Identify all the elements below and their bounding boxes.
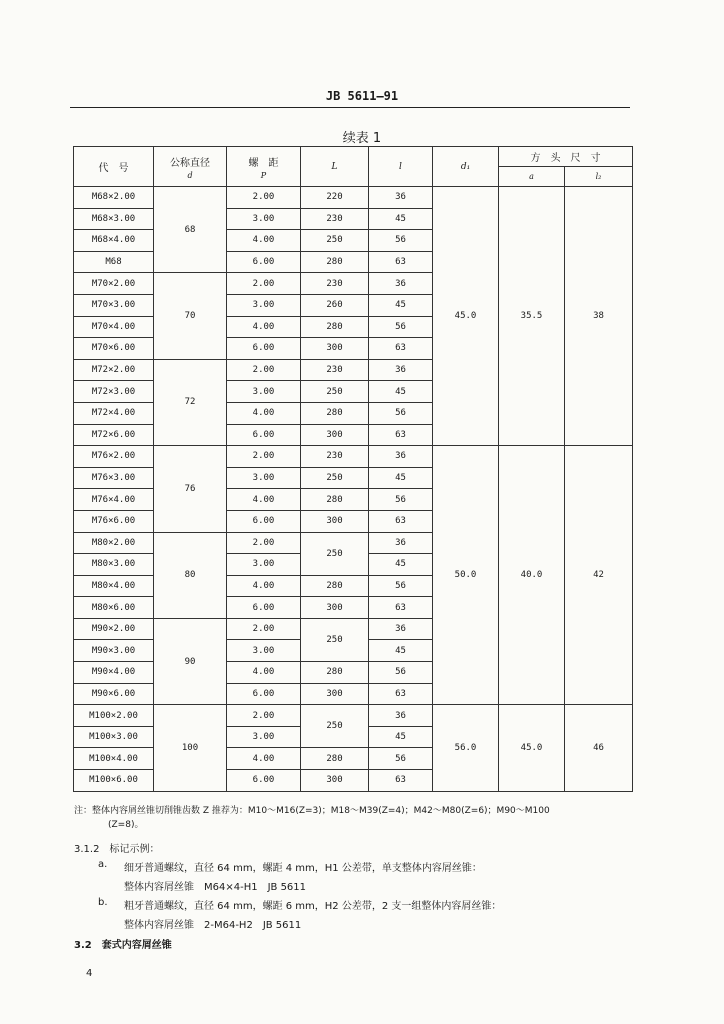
cell-length-L: 250 <box>301 467 369 489</box>
cell-length-l: 45 <box>369 726 433 748</box>
cell-code: M100×2.00 <box>74 705 154 727</box>
cell-nominal-diameter: 100 <box>154 705 227 791</box>
cell-length-l: 56 <box>369 489 433 511</box>
cell-length-l: 45 <box>369 554 433 576</box>
cell-code: M80×3.00 <box>74 554 154 576</box>
document-code-header: JB 5611—91 <box>325 89 399 103</box>
cell-length-l: 36 <box>369 446 433 468</box>
cell-length-L: 230 <box>301 446 369 468</box>
cell-code: M72×6.00 <box>74 424 154 446</box>
cell-length-l: 56 <box>369 316 433 338</box>
cell-d1: 50.0 <box>433 446 499 705</box>
cell-code: M70×3.00 <box>74 294 154 316</box>
cell-pitch: 2.00 <box>227 187 301 209</box>
cell-code: M76×4.00 <box>74 489 154 511</box>
cell-code: M76×3.00 <box>74 467 154 489</box>
cell-pitch: 4.00 <box>227 575 301 597</box>
cell-pitch: 3.00 <box>227 640 301 662</box>
cell-code: M76×2.00 <box>74 446 154 468</box>
header-l2: l₂ <box>565 167 633 187</box>
cell-length-l: 45 <box>369 208 433 230</box>
cell-length-L: 230 <box>301 208 369 230</box>
cell-code: M80×6.00 <box>74 597 154 619</box>
cell-length-L: 260 <box>301 294 369 316</box>
cell-code: M90×3.00 <box>74 640 154 662</box>
cell-length-l: 56 <box>369 230 433 252</box>
table-row <box>74 446 633 468</box>
cell-code: M100×3.00 <box>74 726 154 748</box>
cell-pitch: 6.00 <box>227 683 301 705</box>
cell-code: M80×4.00 <box>74 575 154 597</box>
cell-length-l: 36 <box>369 532 433 554</box>
cell-pitch: 4.00 <box>227 748 301 770</box>
cell-length-L: 280 <box>301 748 369 770</box>
cell-length-l: 45 <box>369 467 433 489</box>
cell-length-L: 300 <box>301 683 369 705</box>
cell-length-l: 45 <box>369 640 433 662</box>
cell-length-l: 56 <box>369 662 433 684</box>
cell-length-L: 250 <box>301 705 369 748</box>
cell-code: M70×6.00 <box>74 338 154 360</box>
cell-code: M90×4.00 <box>74 662 154 684</box>
example-a-mark: 整体内容屑丝锥 M64×4-H1 JB 5611 <box>124 882 307 893</box>
cell-pitch: 6.00 <box>227 251 301 273</box>
cell-pitch: 2.00 <box>227 273 301 295</box>
cell-length-L: 280 <box>301 575 369 597</box>
cell-code: M68×4.00 <box>74 230 154 252</box>
cell-length-L: 250 <box>301 230 369 252</box>
cell-length-L: 280 <box>301 489 369 511</box>
header-square-dimensions: 方 头 尺 寸 <box>499 147 633 167</box>
cell-length-L: 230 <box>301 273 369 295</box>
cell-length-L: 300 <box>301 338 369 360</box>
table-note <box>74 804 644 832</box>
cell-l2: 38 <box>565 187 633 446</box>
cell-nominal-diameter: 68 <box>154 187 227 273</box>
cell-a: 35.5 <box>499 187 565 446</box>
cell-pitch: 3.00 <box>227 381 301 403</box>
cell-pitch: 3.00 <box>227 726 301 748</box>
cell-length-L: 280 <box>301 402 369 424</box>
cell-d1: 56.0 <box>433 705 499 791</box>
cell-pitch: 3.00 <box>227 467 301 489</box>
cell-length-l: 56 <box>369 748 433 770</box>
cell-pitch: 3.00 <box>227 554 301 576</box>
cell-code: M68×2.00 <box>74 187 154 209</box>
cell-d1: 45.0 <box>433 187 499 446</box>
section-3-1-2-title: 3.1.2 标记示例： <box>74 844 160 855</box>
cell-length-l: 45 <box>369 294 433 316</box>
cell-pitch: 2.00 <box>227 618 301 640</box>
cell-code: M70×2.00 <box>74 273 154 295</box>
cell-nominal-diameter: 80 <box>154 532 227 618</box>
header-a: a <box>499 167 565 187</box>
cell-length-l: 63 <box>369 510 433 532</box>
cell-l2: 42 <box>565 446 633 705</box>
note-line-1: 注：整体内容屑丝锥切削锥齿数 Z 推荐为：M10～M16(Z=3)；M18～M39(Z=4)；M42～M80(Z=6)；M90～M100 <box>74 806 550 816</box>
cell-pitch: 6.00 <box>227 510 301 532</box>
cell-code: M68×3.00 <box>74 208 154 230</box>
cell-length-L: 300 <box>301 424 369 446</box>
cell-length-l: 36 <box>369 618 433 640</box>
cell-length-l: 56 <box>369 575 433 597</box>
header-length-l: l <box>369 147 433 187</box>
header-d1: d₁ <box>433 147 499 187</box>
cell-length-l: 63 <box>369 770 433 792</box>
cell-length-L: 250 <box>301 618 369 661</box>
example-b-label: b. <box>98 897 108 908</box>
cell-length-L: 250 <box>301 532 369 575</box>
cell-a: 40.0 <box>499 446 565 705</box>
cell-nominal-diameter: 70 <box>154 273 227 359</box>
cell-length-L: 220 <box>301 187 369 209</box>
cell-length-l: 56 <box>369 402 433 424</box>
spec-table-body <box>74 187 633 792</box>
cell-l2: 46 <box>565 705 633 791</box>
table-row <box>74 187 633 209</box>
cell-pitch: 2.00 <box>227 446 301 468</box>
example-b-mark: 整体内容屑丝锥 2-M64-H2 JB 5611 <box>124 920 302 931</box>
cell-code: M68 <box>74 251 154 273</box>
cell-code: M72×2.00 <box>74 359 154 381</box>
cell-length-l: 36 <box>369 187 433 209</box>
cell-length-L: 230 <box>301 359 369 381</box>
cell-code: M90×2.00 <box>74 618 154 640</box>
cell-length-l: 45 <box>369 381 433 403</box>
header-rule <box>70 107 630 108</box>
cell-pitch: 2.00 <box>227 532 301 554</box>
cell-length-L: 300 <box>301 770 369 792</box>
cell-nominal-diameter: 90 <box>154 618 227 704</box>
cell-length-L: 280 <box>301 316 369 338</box>
cell-length-l: 63 <box>369 251 433 273</box>
note-line-2: (Z=8)。 <box>108 820 144 830</box>
cell-code: M100×6.00 <box>74 770 154 792</box>
cell-pitch: 6.00 <box>227 424 301 446</box>
header-code: 代 号 <box>74 147 154 187</box>
cell-pitch: 4.00 <box>227 662 301 684</box>
cell-code: M80×2.00 <box>74 532 154 554</box>
cell-nominal-diameter: 76 <box>154 446 227 532</box>
cell-pitch: 4.00 <box>227 316 301 338</box>
cell-pitch: 4.00 <box>227 489 301 511</box>
cell-pitch: 3.00 <box>227 294 301 316</box>
cell-code: M90×6.00 <box>74 683 154 705</box>
cell-code: M100×4.00 <box>74 748 154 770</box>
example-a-label: a. <box>98 859 108 870</box>
header-pitch: 螺 距 P <box>227 147 301 187</box>
table-title: 续表 1 <box>342 131 382 146</box>
cell-pitch: 3.00 <box>227 208 301 230</box>
cell-length-l: 63 <box>369 597 433 619</box>
section-3-2-title: 3.2 套式内容屑丝锥 <box>74 940 172 951</box>
cell-length-L: 250 <box>301 381 369 403</box>
example-a-text: 细牙普通螺纹，直径 64 mm，螺距 4 mm，H1 公差带，单支整体内容屑丝锥： <box>124 863 482 874</box>
cell-pitch: 6.00 <box>227 597 301 619</box>
page-number: 4 <box>86 968 93 979</box>
cell-length-l: 36 <box>369 359 433 381</box>
cell-length-l: 63 <box>369 424 433 446</box>
cell-pitch: 2.00 <box>227 705 301 727</box>
cell-pitch: 4.00 <box>227 402 301 424</box>
cell-pitch: 4.00 <box>227 230 301 252</box>
header-length-L: L <box>301 147 369 187</box>
example-b-text: 粗牙普通螺纹，直径 64 mm，螺距 6 mm，H2 公差带，2 支一组整体内容屑丝锥： <box>124 901 502 912</box>
spec-table <box>73 146 633 792</box>
cell-nominal-diameter: 72 <box>154 359 227 445</box>
cell-pitch: 6.00 <box>227 770 301 792</box>
cell-length-L: 280 <box>301 251 369 273</box>
cell-length-l: 36 <box>369 705 433 727</box>
cell-length-L: 300 <box>301 597 369 619</box>
cell-length-l: 63 <box>369 683 433 705</box>
cell-code: M72×3.00 <box>74 381 154 403</box>
cell-code: M76×6.00 <box>74 510 154 532</box>
cell-length-L: 280 <box>301 662 369 684</box>
header-nominal-diameter: 公称直径 d <box>154 147 227 187</box>
cell-a: 45.0 <box>499 705 565 791</box>
cell-length-l: 63 <box>369 338 433 360</box>
cell-code: M72×4.00 <box>74 402 154 424</box>
cell-length-L: 300 <box>301 510 369 532</box>
cell-code: M70×4.00 <box>74 316 154 338</box>
cell-pitch: 6.00 <box>227 338 301 360</box>
cell-length-l: 36 <box>369 273 433 295</box>
cell-pitch: 2.00 <box>227 359 301 381</box>
table-row <box>74 705 633 727</box>
